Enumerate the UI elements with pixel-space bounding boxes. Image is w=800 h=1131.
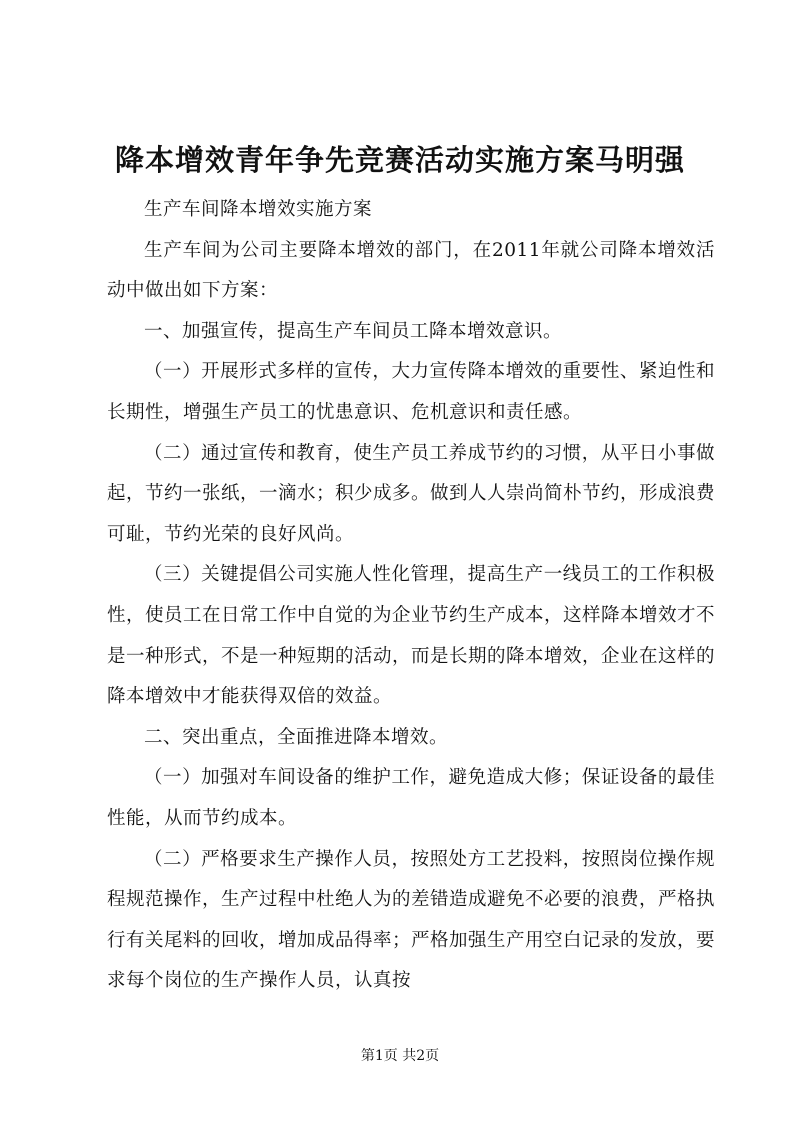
paragraph-2-1: （一）加强对车间设备的维护工作，避免造成大修；保证设备的最佳性能，从而节约成本。 — [107, 767, 715, 829]
page-number-footer: 第1页 共2页 — [360, 1048, 440, 1064]
paragraph-1-1: （一）开展形式多样的宣传，大力宣传降本增效的重要性、紧迫性和长期性，增强生产员工的忧患意识、危机意识和责任感。 — [107, 361, 715, 423]
document-body — [107, 190, 715, 1002]
paragraph-2-2: （二）严格要求生产操作人员，按照处方工艺投料，按照岗位操作规程规范操作，生产过程中杜绝人为的差错造成避免不必要的浪费，严格执行有关尾料的回收，增加成品得率；严格加强生产用空白记录的发放，要求每个岗位的生产操作人员，认真按 — [107, 848, 716, 992]
section-heading-1: 一、加强宣传，提高生产车间员工降本增效意识。 — [144, 320, 563, 342]
paragraph-subtitle: 生产车间降本增效实施方案 — [144, 199, 373, 220]
document-title: 降本增效青年争先竞赛活动实施方案马明强 — [114, 143, 685, 177]
paragraph-1-3: （三）关键提倡公司实施人性化管理，提高生产一线员工的工作积极性，使员工在日常工作中自觉的为企业节约生产成本，这样降本增效才不是一种形式，不是一种短期的活动，而是长期的降本增效，企业在这样的降本增效中才能获得双倍的效益。 — [107, 564, 716, 708]
paragraph-1-2: （二）通过宣传和教育，使生产员工养成节约的习惯，从平日小事做起，节约一张纸，一滴水；积少成多。做到人人崇尚简朴节约，形成浪费可耻，节约光荣的良好风尚。 — [107, 442, 716, 545]
section-heading-2: 二、突出重点，全面推进降本增效。 — [144, 726, 449, 748]
paragraph-intro: 生产车间为公司主要降本增效的部门，在2011年就公司降本增效活动中做出如下方案： — [107, 239, 715, 302]
